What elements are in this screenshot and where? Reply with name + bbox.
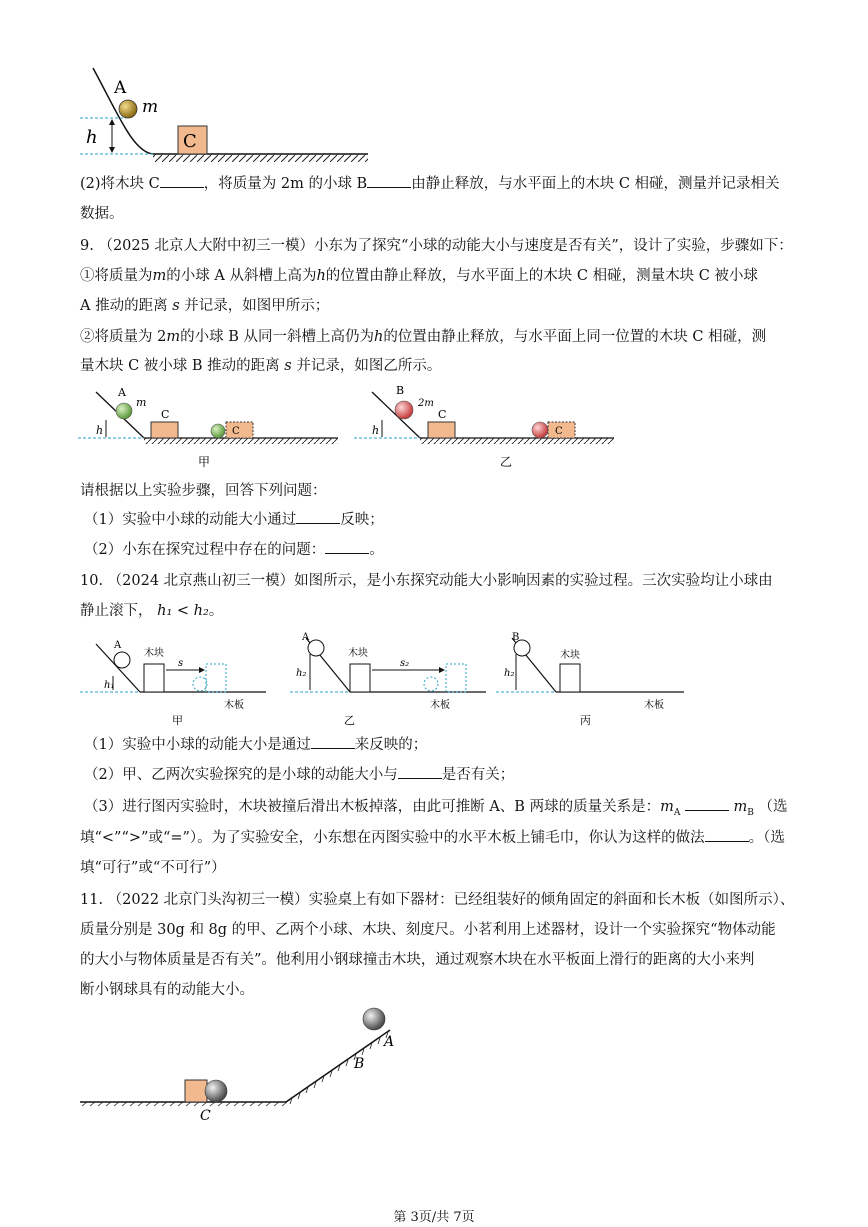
blank[interactable] (367, 173, 411, 188)
svg-text:A: A (114, 78, 127, 98)
q10-q3-cont: 填“<”“>”或“=”）。为了实验安全，小东想在丙图实验中的水平木板上铺毛巾，你认为这样的做法 。（选 (80, 826, 795, 850)
q11-line1: 11. （2022 北京门头沟初三一模）实验桌上有如下器材：已经组装好的倾角固定的斜面和长木板（如图所示）、 (80, 892, 795, 908)
svg-text:B: B (396, 384, 405, 397)
svg-text:2m: 2m (418, 398, 434, 409)
q9-title: 9. （2025 北京人大附中初三一模）小东为了探究“小球的动能大小与速度是否有关”，设计了实验，步骤如下： (80, 238, 793, 254)
q9-step2-cont: 量木块 C 被小球 B 推动的距离 s 并记录，如图乙所示。 (80, 358, 442, 374)
figure-q8 (78, 64, 378, 164)
svg-text:木板: 木板 (644, 700, 664, 711)
block-c (185, 1080, 207, 1102)
svg-text:C: C (438, 408, 447, 421)
svg-text:h: h (86, 127, 98, 148)
figure-q11 (78, 1002, 418, 1127)
svg-text:C: C (232, 426, 240, 437)
blank[interactable] (296, 509, 340, 524)
svg-text:m: m (136, 396, 147, 409)
svg-text:s₂: s₂ (400, 658, 410, 669)
blank[interactable] (311, 734, 355, 749)
svg-text:C: C (200, 1108, 211, 1124)
svg-text:C: C (555, 426, 563, 437)
q9-prompt: 请根据以上实验步骤，回答下列问题： (80, 483, 327, 499)
q9-step2: ②将质量为 2m的小球 B 从同一斜槽上高仍为h的位置由静止释放，与水平面上同一位置的木块 C 相碰，测 (80, 329, 767, 345)
svg-text:A: A (302, 632, 310, 643)
q10-q3: （3）进行图丙实验时，木块被撞后滑出木板掉落，由此可推断 A、B 两球的质量关系是：$m_A$ $m_B$ （选 (84, 795, 799, 825)
figure-q10-jia (78, 636, 278, 731)
figure-q10-bing (494, 632, 694, 731)
svg-text:乙: 乙 (344, 714, 355, 727)
q10-title: 10. （2024 北京燕山初三一模）如图所示，是小东探究动能大小影响因素的实验过程。三次实验均让小球由 (80, 573, 773, 589)
svg-text:甲: 甲 (198, 455, 211, 469)
svg-text:木板: 木板 (224, 700, 244, 711)
svg-text:B: B (512, 632, 520, 643)
blank[interactable] (685, 796, 729, 811)
svg-text:s: s (178, 658, 184, 669)
svg-text:B: B (354, 1056, 365, 1072)
svg-text:木块: 木块 (348, 648, 368, 659)
ball-a (119, 100, 137, 118)
svg-text:h: h (96, 424, 104, 437)
svg-text:A: A (384, 1034, 395, 1050)
svg-text:乙: 乙 (500, 455, 513, 469)
q11-line2: 质量分别是 30g 和 8g 的甲、乙两个小球、木块、刻度尺。小茗利用上述器材，设计一个实验探究“物体动能 (80, 922, 776, 938)
blank[interactable] (160, 173, 204, 188)
figure-q9-jia (76, 382, 346, 472)
svg-text:C: C (161, 408, 170, 421)
q10-title-cont: 静止滚下， h₁ < h₂。 (80, 603, 224, 619)
blank[interactable] (398, 764, 442, 779)
q10-q1: （1）实验中小球的动能大小是通过 来反映的； (84, 733, 799, 757)
svg-text:A: A (114, 640, 122, 651)
q9-q2: （2）小东在探究过程中存在的问题： 。 (84, 538, 799, 562)
svg-text:木块: 木块 (560, 650, 580, 661)
q8-part2-line2: 数据。 (80, 206, 124, 222)
q9-step1: ①将质量为m的小球 A 从斜槽上高为h的位置由静止释放，与水平面上的木块 C 相碰，测量木块 C 被小球 (80, 268, 758, 284)
page-footer: 第 3页/共 7页 (393, 1210, 475, 1225)
q10-q3-cont2: 填“可行”或“不可行”） (80, 860, 226, 876)
q8-part2-line1: (2)将木块 C ，将质量为 2m 的小球 B 由静止释放，与水平面上的木块 C 相碰，测量并记录相关 (80, 172, 795, 196)
svg-text:甲: 甲 (172, 714, 183, 727)
svg-text:h₂: h₂ (504, 668, 515, 679)
svg-text:h₁: h₁ (104, 680, 115, 691)
svg-text:h: h (372, 424, 380, 437)
svg-text:木板: 木板 (430, 700, 450, 711)
figure-q10-yi (288, 632, 498, 731)
blank[interactable] (325, 539, 369, 554)
figure-q9-yi (352, 382, 622, 472)
svg-text:C: C (183, 131, 197, 152)
svg-text:m: m (142, 97, 159, 117)
steel-ball-a (363, 1008, 385, 1030)
q9-q1: （1）实验中小球的动能大小通过 反映； (84, 508, 799, 532)
q10-q2: （2）甲、乙两次实验探究的是小球的动能大小与 是否有关； (84, 763, 799, 787)
svg-text:A: A (118, 386, 126, 399)
blank[interactable] (705, 827, 749, 842)
q11-line4: 断小钢球具有的动能大小。 (80, 982, 254, 998)
svg-text:丙: 丙 (580, 714, 591, 727)
steel-ball (205, 1080, 227, 1102)
q11-line3: 的大小与物体质量是否有关”。他利用小钢球撞击木块，通过观察木块在水平板面上滑行的距离的大小来判 (80, 952, 755, 968)
svg-text:h₂: h₂ (296, 668, 307, 679)
svg-text:木块: 木块 (144, 648, 164, 659)
q9-step1-cont: A 推动的距离 s 并记录，如图甲所示； (80, 298, 330, 314)
